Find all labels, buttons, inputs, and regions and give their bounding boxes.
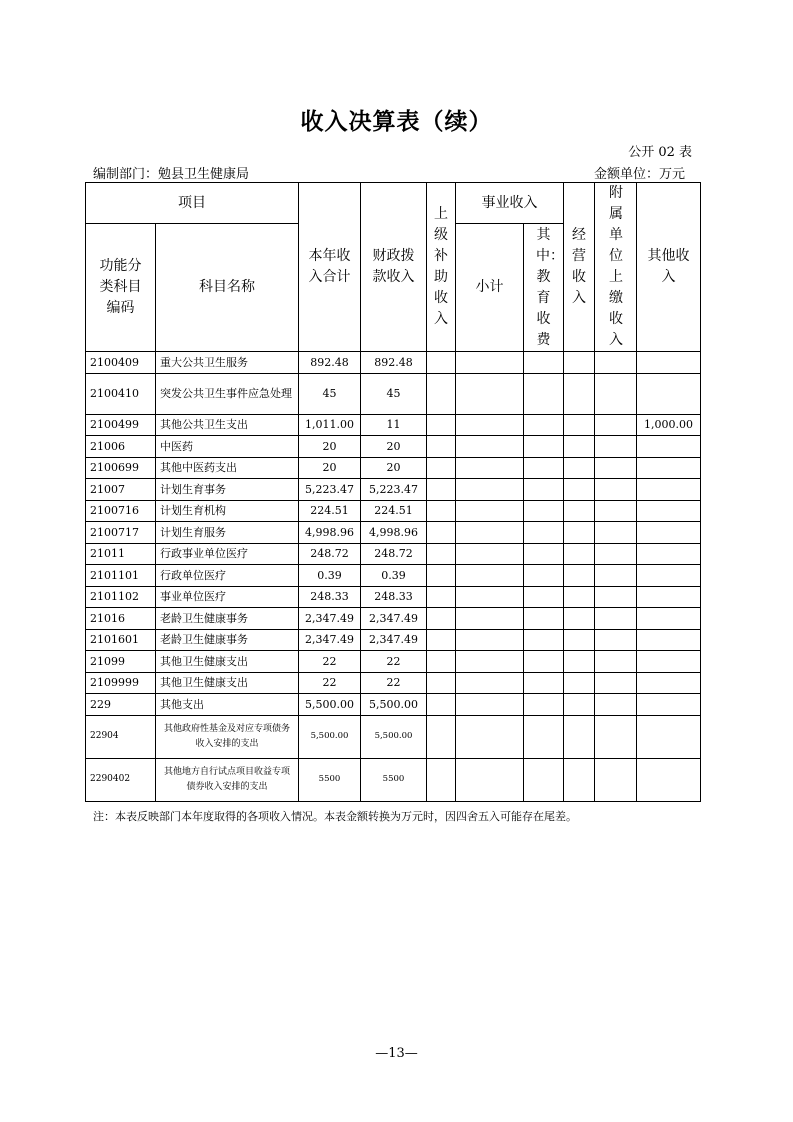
subject-name-cell: 其他公共卫生支出 bbox=[156, 414, 299, 436]
header-business: 事业收入 bbox=[456, 183, 564, 224]
fiscal-cell: 5,500.00 bbox=[361, 715, 427, 758]
subject-name-cell: 事业单位医疗 bbox=[156, 586, 299, 608]
subject-name-cell: 其他支出 bbox=[156, 694, 299, 716]
fiscal-cell: 45 bbox=[361, 373, 427, 414]
func-code-cell: 229 bbox=[86, 694, 156, 716]
other-cell bbox=[637, 543, 701, 565]
edu-cell bbox=[524, 672, 564, 694]
operate-cell bbox=[564, 457, 595, 479]
edu-cell bbox=[524, 651, 564, 673]
header-operate: 经营收入 bbox=[564, 183, 595, 352]
func-code-cell: 22904 bbox=[86, 715, 156, 758]
edu-cell bbox=[524, 586, 564, 608]
edu-cell bbox=[524, 715, 564, 758]
upper-cell bbox=[427, 479, 456, 501]
operate-cell bbox=[564, 522, 595, 544]
table-row bbox=[86, 758, 701, 801]
affiliate-cell bbox=[595, 715, 637, 758]
total-cell: 2,347.49 bbox=[299, 629, 361, 651]
affiliate-cell bbox=[595, 522, 637, 544]
affiliate-cell bbox=[595, 414, 637, 436]
table-row bbox=[86, 352, 701, 374]
operate-cell bbox=[564, 586, 595, 608]
upper-cell bbox=[427, 373, 456, 414]
affiliate-cell bbox=[595, 651, 637, 673]
func-code-cell: 2101101 bbox=[86, 565, 156, 587]
subject-name-cell: 行政单位医疗 bbox=[156, 565, 299, 587]
operate-cell bbox=[564, 629, 595, 651]
subject-name-cell: 其他地方自行试点项目收益专项债券收入安排的支出 bbox=[156, 758, 299, 801]
total-cell: 1,011.00 bbox=[299, 414, 361, 436]
total-cell: 248.33 bbox=[299, 586, 361, 608]
other-cell bbox=[637, 479, 701, 501]
fiscal-cell: 22 bbox=[361, 672, 427, 694]
subtotal-cell bbox=[456, 629, 524, 651]
table-row bbox=[86, 436, 701, 458]
func-code-cell: 21016 bbox=[86, 608, 156, 630]
fiscal-cell: 2,347.49 bbox=[361, 629, 427, 651]
subject-name-cell: 其他卫生健康支出 bbox=[156, 651, 299, 673]
operate-cell bbox=[564, 479, 595, 501]
total-cell: 20 bbox=[299, 457, 361, 479]
subject-name-cell: 重大公共卫生服务 bbox=[156, 352, 299, 374]
other-cell bbox=[637, 586, 701, 608]
other-cell bbox=[637, 715, 701, 758]
func-code-cell: 2100499 bbox=[86, 414, 156, 436]
affiliate-cell bbox=[595, 500, 637, 522]
other-cell bbox=[637, 565, 701, 587]
edu-cell bbox=[524, 758, 564, 801]
amount-unit: 金额单位：万元 bbox=[593, 167, 685, 182]
table-row bbox=[86, 608, 701, 630]
table-note: 注：本表反映部门本年度取得的各项收入情况。本表金额转换为万元时，因四舍五入可能存在尾差。 bbox=[93, 810, 577, 823]
table-row bbox=[86, 373, 701, 414]
edu-cell bbox=[524, 352, 564, 374]
header-func-code: 功能分类科目编码 bbox=[86, 224, 156, 352]
upper-cell bbox=[427, 651, 456, 673]
fiscal-cell: 248.33 bbox=[361, 586, 427, 608]
fiscal-cell: 2,347.49 bbox=[361, 608, 427, 630]
edu-cell bbox=[524, 543, 564, 565]
operate-cell bbox=[564, 651, 595, 673]
edu-cell bbox=[524, 479, 564, 501]
other-cell bbox=[637, 608, 701, 630]
other-cell bbox=[637, 522, 701, 544]
upper-cell bbox=[427, 352, 456, 374]
header-other: 其他收入 bbox=[637, 183, 701, 352]
func-code-cell: 2109999 bbox=[86, 672, 156, 694]
page-number: —13— bbox=[375, 1046, 418, 1061]
header-subject-name: 科目名称 bbox=[156, 224, 299, 352]
affiliate-cell bbox=[595, 694, 637, 716]
subject-name-cell: 计划生育服务 bbox=[156, 522, 299, 544]
fiscal-cell: 20 bbox=[361, 436, 427, 458]
subject-name-cell: 行政事业单位医疗 bbox=[156, 543, 299, 565]
operate-cell bbox=[564, 758, 595, 801]
other-cell bbox=[637, 758, 701, 801]
subject-name-cell: 中医药 bbox=[156, 436, 299, 458]
edu-cell bbox=[524, 522, 564, 544]
affiliate-cell bbox=[595, 436, 637, 458]
func-code-cell: 2100717 bbox=[86, 522, 156, 544]
table-row bbox=[86, 629, 701, 651]
fiscal-cell: 5500 bbox=[361, 758, 427, 801]
form-code: 公开 02 表 bbox=[628, 145, 692, 160]
operate-cell bbox=[564, 715, 595, 758]
table-row bbox=[86, 694, 701, 716]
table-row bbox=[86, 651, 701, 673]
affiliate-cell bbox=[595, 565, 637, 587]
subtotal-cell bbox=[456, 565, 524, 587]
subtotal-cell bbox=[456, 608, 524, 630]
subtotal-cell bbox=[456, 758, 524, 801]
fiscal-cell: 22 bbox=[361, 651, 427, 673]
operate-cell bbox=[564, 436, 595, 458]
func-code-cell: 21099 bbox=[86, 651, 156, 673]
upper-cell bbox=[427, 522, 456, 544]
table-row bbox=[86, 543, 701, 565]
header-edu: 其中：教育收费 bbox=[524, 224, 564, 352]
total-cell: 892.48 bbox=[299, 352, 361, 374]
subtotal-cell bbox=[456, 651, 524, 673]
other-cell bbox=[637, 352, 701, 374]
fiscal-cell: 4,998.96 bbox=[361, 522, 427, 544]
upper-cell bbox=[427, 414, 456, 436]
operate-cell bbox=[564, 694, 595, 716]
affiliate-cell bbox=[595, 586, 637, 608]
fiscal-cell: 892.48 bbox=[361, 352, 427, 374]
income-table bbox=[85, 182, 701, 802]
edu-cell bbox=[524, 500, 564, 522]
affiliate-cell bbox=[595, 672, 637, 694]
subtotal-cell bbox=[456, 500, 524, 522]
total-cell: 224.51 bbox=[299, 500, 361, 522]
header-upper: 上级补助收入 bbox=[427, 183, 456, 352]
table-row bbox=[86, 715, 701, 758]
other-cell bbox=[637, 672, 701, 694]
edu-cell bbox=[524, 457, 564, 479]
operate-cell bbox=[564, 565, 595, 587]
affiliate-cell bbox=[595, 373, 637, 414]
compiling-department: 编制部门：勉县卫生健康局 bbox=[93, 167, 250, 182]
page-title: 收入决算表（续） bbox=[300, 109, 493, 135]
upper-cell bbox=[427, 672, 456, 694]
upper-cell bbox=[427, 694, 456, 716]
subtotal-cell bbox=[456, 522, 524, 544]
subtotal-cell bbox=[456, 352, 524, 374]
header-subtotal: 小计 bbox=[456, 224, 524, 352]
subtotal-cell bbox=[456, 694, 524, 716]
upper-cell bbox=[427, 543, 456, 565]
total-cell: 20 bbox=[299, 436, 361, 458]
operate-cell bbox=[564, 672, 595, 694]
operate-cell bbox=[564, 608, 595, 630]
operate-cell bbox=[564, 543, 595, 565]
other-cell bbox=[637, 629, 701, 651]
operate-cell bbox=[564, 373, 595, 414]
fiscal-cell: 11 bbox=[361, 414, 427, 436]
edu-cell bbox=[524, 608, 564, 630]
func-code-cell: 2290402 bbox=[86, 758, 156, 801]
upper-cell bbox=[427, 758, 456, 801]
upper-cell bbox=[427, 500, 456, 522]
func-code-cell: 21011 bbox=[86, 543, 156, 565]
operate-cell bbox=[564, 414, 595, 436]
subject-name-cell: 其他政府性基金及对应专项债务收入安排的支出 bbox=[156, 715, 299, 758]
table-row bbox=[86, 565, 701, 587]
edu-cell bbox=[524, 436, 564, 458]
other-cell bbox=[637, 500, 701, 522]
subtotal-cell bbox=[456, 436, 524, 458]
header-affiliate: 附属单位上缴收入 bbox=[595, 183, 637, 352]
affiliate-cell bbox=[595, 758, 637, 801]
affiliate-cell bbox=[595, 457, 637, 479]
operate-cell bbox=[564, 352, 595, 374]
header-fiscal: 财政拨款收入 bbox=[361, 183, 427, 352]
affiliate-cell bbox=[595, 543, 637, 565]
total-cell: 22 bbox=[299, 651, 361, 673]
header-project: 项目 bbox=[86, 183, 299, 224]
fiscal-cell: 0.39 bbox=[361, 565, 427, 587]
func-code-cell: 2100410 bbox=[86, 373, 156, 414]
fiscal-cell: 224.51 bbox=[361, 500, 427, 522]
func-code-cell: 21006 bbox=[86, 436, 156, 458]
subtotal-cell bbox=[456, 457, 524, 479]
edu-cell bbox=[524, 694, 564, 716]
fiscal-cell: 248.72 bbox=[361, 543, 427, 565]
table-row bbox=[86, 522, 701, 544]
upper-cell bbox=[427, 586, 456, 608]
total-cell: 45 bbox=[299, 373, 361, 414]
subject-name-cell: 其他中医药支出 bbox=[156, 457, 299, 479]
subject-name-cell: 其他卫生健康支出 bbox=[156, 672, 299, 694]
total-cell: 5,500.00 bbox=[299, 694, 361, 716]
subtotal-cell bbox=[456, 543, 524, 565]
fiscal-cell: 5,500.00 bbox=[361, 694, 427, 716]
total-cell: 248.72 bbox=[299, 543, 361, 565]
func-code-cell: 2101102 bbox=[86, 586, 156, 608]
total-cell: 5,223.47 bbox=[299, 479, 361, 501]
table-row bbox=[86, 414, 701, 436]
other-cell: 1,000.00 bbox=[637, 414, 701, 436]
subtotal-cell bbox=[456, 715, 524, 758]
other-cell bbox=[637, 694, 701, 716]
edu-cell bbox=[524, 565, 564, 587]
table-row bbox=[86, 586, 701, 608]
upper-cell bbox=[427, 608, 456, 630]
other-cell bbox=[637, 436, 701, 458]
total-cell: 22 bbox=[299, 672, 361, 694]
table-row bbox=[86, 457, 701, 479]
subtotal-cell bbox=[456, 373, 524, 414]
edu-cell bbox=[524, 414, 564, 436]
upper-cell bbox=[427, 715, 456, 758]
func-code-cell: 2101601 bbox=[86, 629, 156, 651]
other-cell bbox=[637, 373, 701, 414]
upper-cell bbox=[427, 629, 456, 651]
subject-name-cell: 计划生育事务 bbox=[156, 479, 299, 501]
other-cell bbox=[637, 457, 701, 479]
func-code-cell: 21007 bbox=[86, 479, 156, 501]
func-code-cell: 2100409 bbox=[86, 352, 156, 374]
edu-cell bbox=[524, 373, 564, 414]
upper-cell bbox=[427, 436, 456, 458]
subject-name-cell: 老龄卫生健康事务 bbox=[156, 608, 299, 630]
edu-cell bbox=[524, 629, 564, 651]
subtotal-cell bbox=[456, 586, 524, 608]
other-cell bbox=[637, 651, 701, 673]
affiliate-cell bbox=[595, 629, 637, 651]
func-code-cell: 2100716 bbox=[86, 500, 156, 522]
subtotal-cell bbox=[456, 479, 524, 501]
affiliate-cell bbox=[595, 352, 637, 374]
total-cell: 2,347.49 bbox=[299, 608, 361, 630]
func-code-cell: 2100699 bbox=[86, 457, 156, 479]
total-cell: 4,998.96 bbox=[299, 522, 361, 544]
operate-cell bbox=[564, 500, 595, 522]
fiscal-cell: 20 bbox=[361, 457, 427, 479]
affiliate-cell bbox=[595, 479, 637, 501]
subtotal-cell bbox=[456, 672, 524, 694]
table-row bbox=[86, 672, 701, 694]
subject-name-cell: 老龄卫生健康事务 bbox=[156, 629, 299, 651]
table-row bbox=[86, 500, 701, 522]
total-cell: 5,500.00 bbox=[299, 715, 361, 758]
fiscal-cell: 5,223.47 bbox=[361, 479, 427, 501]
subject-name-cell: 突发公共卫生事件应急处理 bbox=[156, 373, 299, 414]
upper-cell bbox=[427, 457, 456, 479]
total-cell: 5500 bbox=[299, 758, 361, 801]
affiliate-cell bbox=[595, 608, 637, 630]
subtotal-cell bbox=[456, 414, 524, 436]
upper-cell bbox=[427, 565, 456, 587]
table-row bbox=[86, 479, 701, 501]
total-cell: 0.39 bbox=[299, 565, 361, 587]
header-total: 本年收入合计 bbox=[299, 183, 361, 352]
subject-name-cell: 计划生育机构 bbox=[156, 500, 299, 522]
